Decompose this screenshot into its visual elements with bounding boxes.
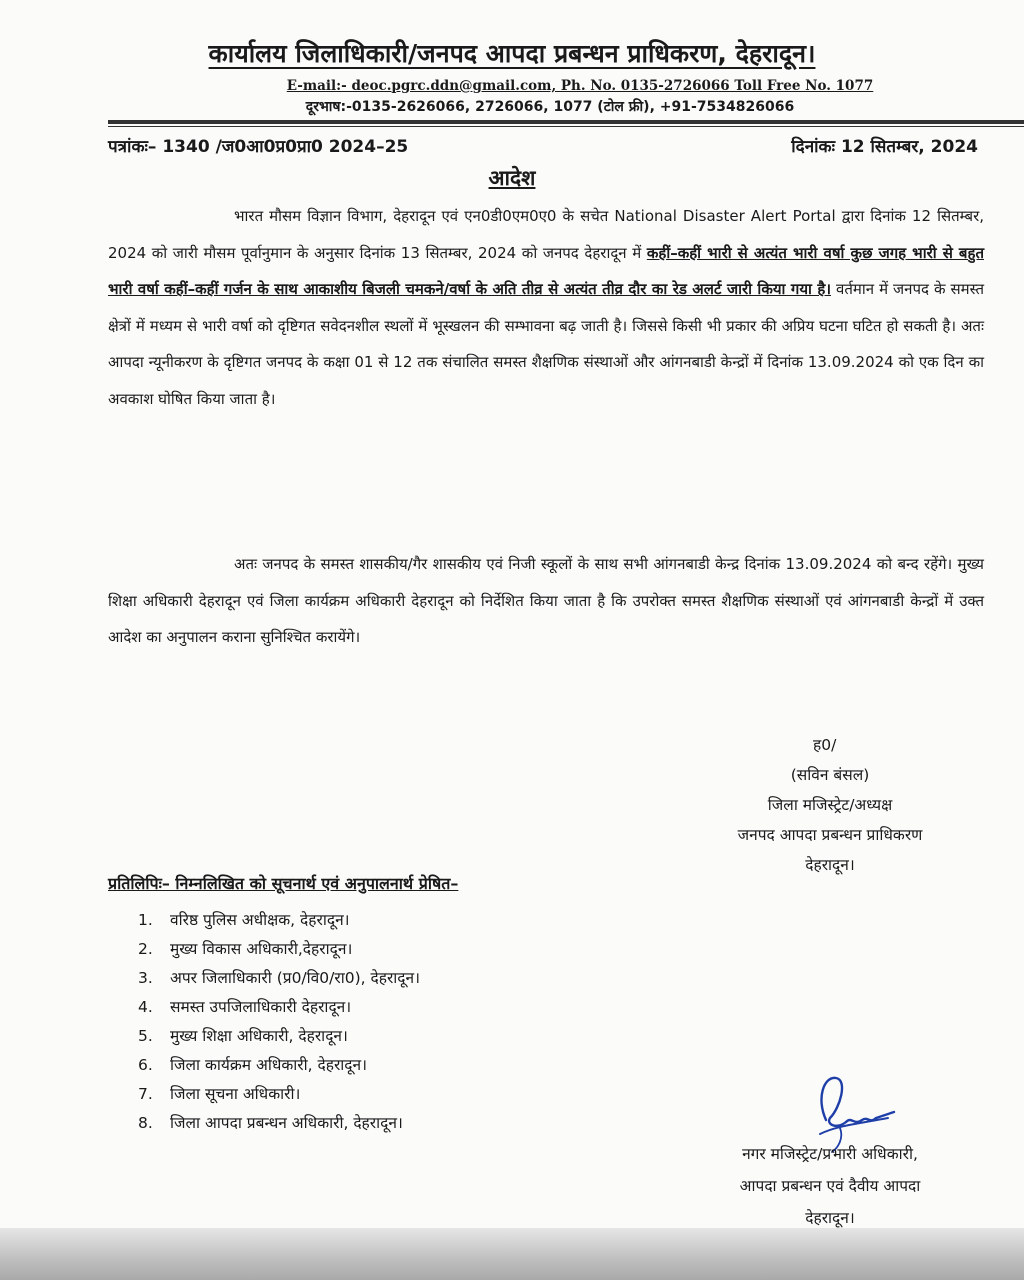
paragraph-2-text: अतः जनपद के समस्त शासकीय/गैर शासकीय एवं निजी स्कूलों के साथ सभी आंगनबाडी केन्द्र दिनांक 13.09.2024 को बन्द रहेंगे। मुख्य शिक्षा अधिकारी देहरादून एवं जिला कार्यक्रम अधिकारी देहरादून को निर्देशित किया जाता है कि उपरोक्त समस्त शैक्षणिक संस्थाओं एवं आंगनबाडी केन्द्रों में उक्त आदेश का अनुपालन कराना सुनिश्चित करायेंगे। (108, 555, 984, 646)
list-item: 2. मुख्य विकास अधिकारी,देहरादून। (138, 940, 353, 958)
signed-mark: ह0/ (813, 736, 837, 754)
list-item: 6. जिला कार्यक्रम अधिकारी, देहरादून। (138, 1056, 368, 1074)
office-title: कार्यालय जिलाधिकारी/जनपद आपदा प्रबन्धन प्राधिकरण, देहरादून। (208, 39, 816, 68)
red-alert-highlight: कहीं–कहीं भारी से अत्यंत भारी वर्षा कुछ जगह भारी से बहुत भारी वर्षा कहीं–कहीं गर्जन के साथ आकाशीय बिजली चमकने/वर्षा के अति तीव्र से अत्यंत तीव्र दौर का रेड अलर्ट जारी किया गया है। (108, 243, 984, 298)
signatory-name: (सविन बंसल) (790, 766, 870, 784)
list-item: 7. जिला सूचना अधिकारी। (138, 1085, 301, 1103)
paragraph-1-lead: भारत मौसम विज्ञान विभाग, देहरादून एवं एन0डी0एम0ए0 के सचेत National Disaster Alert Portal द्वारा दिनांक 12 सितम्बर, 2024 को जारी मौसम पूर्वानुमान के अनुसार दिनांक 13 सितम्बर, 2024 को जनपद देहरादून में (108, 207, 984, 262)
list-item: 3. अपर जिलाधिकारी (प्र0/वि0/रा0), देहरादून। (138, 969, 421, 987)
signatory-designation: जिला मजिस्ट्रेट/अध्यक्ष (767, 796, 893, 814)
list-item: 8. जिला आपदा प्रबन्धन अधिकारी, देहरादून। (138, 1114, 403, 1132)
list-item: 4. समस्त उपजिलाधिकारी देहरादून। (138, 998, 352, 1016)
phone-line: दूरभाष:-0135-2626066, 2726066, 1077 (टोल फ्री), +91-7534826066 (305, 99, 795, 115)
header-rule (108, 120, 1024, 124)
list-item: 5. मुख्य शिक्षा अधिकारी, देहरादून। (138, 1027, 348, 1045)
order-paragraph-1 (108, 198, 984, 417)
copy-to-list (138, 906, 420, 1138)
list-item: 1. वरिष्ठ पुलिस अधीक्षक, देहरादून। (138, 911, 350, 929)
order-paragraph-2 (108, 546, 984, 656)
signatory2-line3: देहरादून। (805, 1209, 855, 1227)
signatory-authority: जनपद आपदा प्रबन्धन प्राधिकरण (737, 826, 923, 844)
city-magistrate-block (700, 1138, 960, 1234)
order-date: दिनांकः 12 सितम्बर, 2024 (791, 137, 978, 157)
viewer-bottom-bar (0, 1228, 1024, 1280)
contact-line: E-mail:- deoc.pgrc.ddn@gmail.com, Ph. No. 0135-2726066 Toll Free No. 1077 (286, 78, 874, 94)
reference-number: पत्रांकः– 1340 /ज0आ0प्र0प्रा0 2024–25 (108, 137, 409, 157)
signatory-block (680, 730, 980, 880)
signatory2-line1: नगर मजिस्ट्रेट/प्रभारी अधिकारी, (742, 1145, 918, 1163)
copy-to-heading: प्रतिलिपिः– निम्नलिखित को सूचनार्थ एवं अनुपालनार्थ प्रेषित– (108, 874, 459, 893)
paragraph-1-rest: वर्तमान में जनपद के समस्त क्षेत्रों में मध्यम से भारी वर्षा को दृष्टिगत सवेदनशील स्थलों में भूस्खलन की सम्भावना बढ़ जाती है। जिससे किसी भी प्रकार की अप्रिय घटना घटित हो सकती है। अतः आपदा न्यूनीकरण के दृष्टिगत जनपद के कक्षा 01 से 12 तक संचालित समस्त शैक्षणिक संस्थाओं और आंगनबाडी केन्द्रों में दिनांक 13.09.2024 को एक दिन का अवकाश घोषित किया जाता है। (108, 280, 984, 408)
signatory2-line2: आपदा प्रबन्धन एवं दैवीय आपदा (739, 1177, 921, 1195)
header-rule-thin (108, 126, 1024, 127)
order-heading: आदेश (488, 166, 536, 190)
signatory-place: देहरादून। (805, 856, 855, 874)
